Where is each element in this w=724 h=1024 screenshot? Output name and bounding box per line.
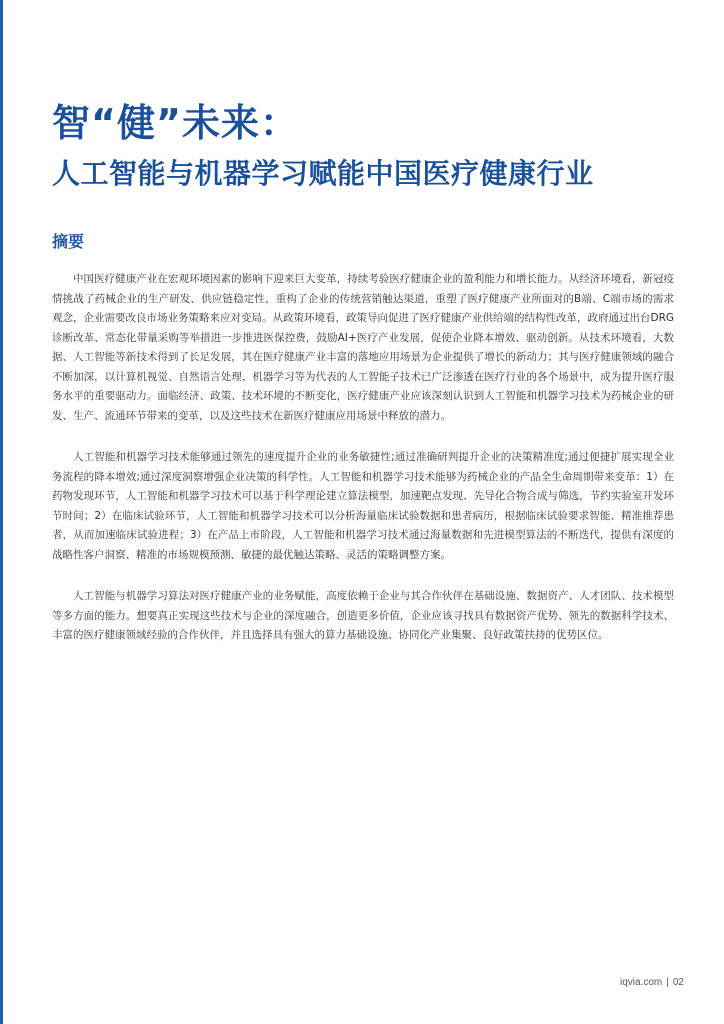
- footer-separator: |: [666, 977, 669, 988]
- abstract-body: [52, 270, 674, 668]
- abstract-heading: 摘要: [52, 232, 85, 251]
- abstract-paragraph-2: 人工智能和机器学习技术能够通过领先的速度提升企业的业务敏捷性;通过准确研判提升企业的决策精准度;通过便捷扩展实现全业务流程的降本增效;通过深度洞察增强企业决策的科学性。人工智能和机器学习技术能够为药械企业的产品全生命周期带来变革：1）在药物发现环节，人工智能和机器学习技术可以基于科学理论建立算法模型，加速靶点发现、先导化合物合成与筛选，节约实验室开发环节时间；2）在临床试验环节，人工智能和机器学习技术可以分析海量临床试验数据和患者病历，根据临床试验要求智能、精准推荐患者，从而加速临床试验进程；3）在产品上市阶段，人工智能和机器学习技术通过海量数据和先进模型算法的不断迭代，提供有深度的战略性客户洞察、精准的市场规模预测、敏捷的最优触达策略、灵活的策略调整方案。: [52, 451, 674, 561]
- footer-site-link[interactable]: iqvia.com: [620, 977, 663, 988]
- abstract-paragraph-1: 中国医疗健康产业在宏观环境因素的影响下迎来巨大变革，持续考验医疗健康企业的盈利能力和增长能力。从经济环境看，新冠疫情挑战了药械企业的生产研发、供应链稳定性，重构了企业的传统营销触达渠道，重塑了医疗健康产业所面对的B端、C端市场的需求观念，企业需要改良市场业务策略来应对变局。从政策环境看，政策导向促进了医疗健康产业供给端的结构性改革，政府通过出台DRG诊断改革、常态化带量采购等举措进一步推进医保控费，鼓励AI+医疗产业发展，促使企业降本增效、驱动创新。从技术环境看，大数据、人工智能等新技术得到了长足发展，其在医疗健康产业丰富的落地应用场景为企业提供了增长的新动力；其与医疗健康领域的融合不断加深，以计算机视觉、自然语言处理、机器学习等为代表的人工智能子技术已广泛渗透在医疗行业的各个场景中，成为提升医疗服务水平的重要驱动力。面临经济、政策、技术环境的不断变化，医疗健康产业应该深刻认识到人工智能和机器学习技术为药械企业的研发、生产、流通环节带来的变革，以及这些技术在新医疗健康应用场景中释放的潜力。: [52, 273, 675, 422]
- title-block: [52, 100, 692, 194]
- page-footer: [620, 977, 684, 988]
- page-number: 02: [672, 977, 684, 988]
- page-subtitle: 人工智能与机器学习赋能中国医疗健康行业: [52, 157, 594, 190]
- page-title: 智“健”未来：: [52, 101, 299, 145]
- left-accent-rule: [0, 0, 3, 1024]
- abstract-paragraph-3: 人工智能与机器学习算法对医疗健康产业的业务赋能，高度依赖于企业与其合作伙伴在基础设施、数据资产、人才团队、技术模型等多方面的能力。想要真正实现这些技术与企业的深度融合，创造更多价值，企业应该寻找具有数据资产优势、领先的数据科学技术、丰富的医疗健康领域经验的合作伙伴，并且选择具有强大的算力基础设施、协同化产业集聚、良好政策扶持的优势区位。: [52, 590, 674, 641]
